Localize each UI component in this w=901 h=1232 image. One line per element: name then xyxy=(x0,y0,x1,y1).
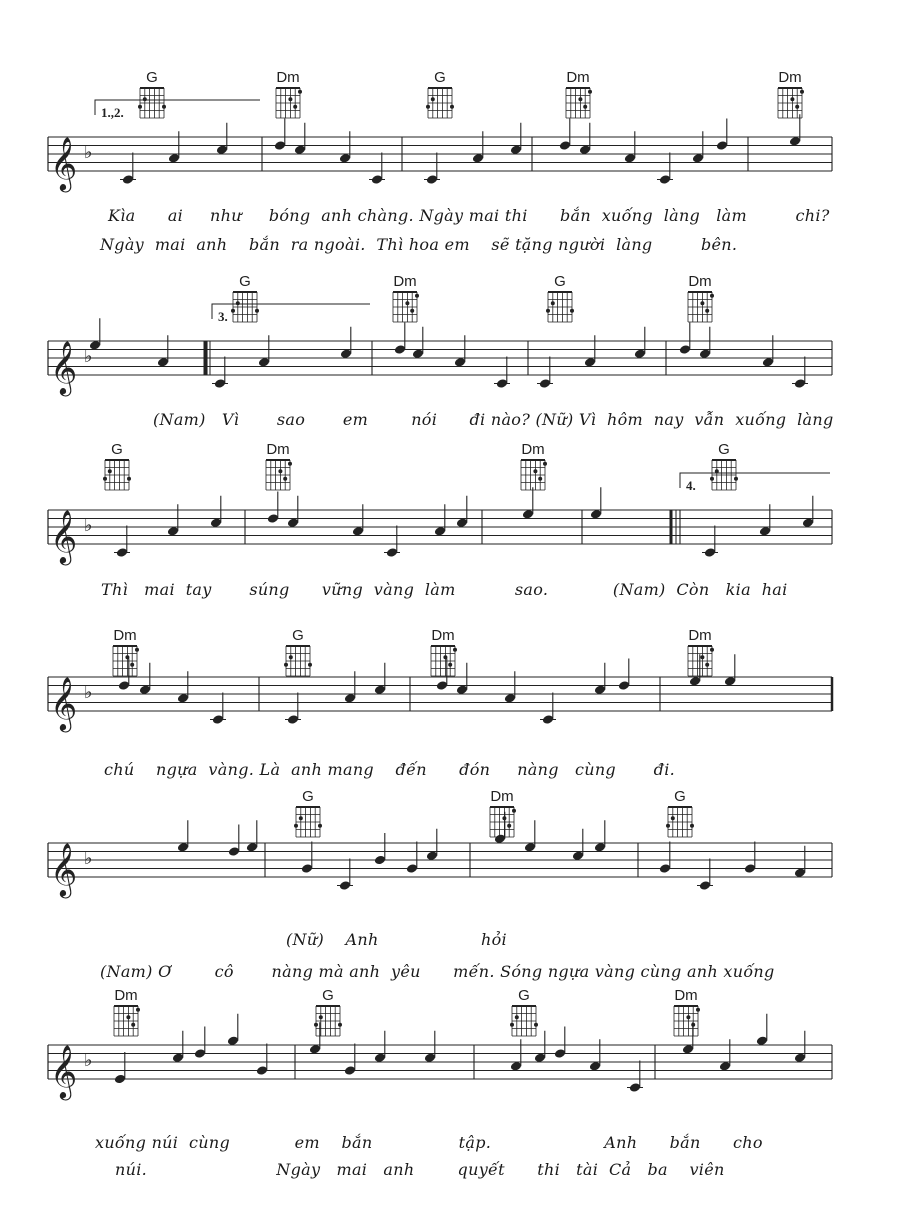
flat-sign-icon: ♭ xyxy=(84,1050,93,1071)
chord-name: G xyxy=(239,273,251,290)
flat-sign-icon: ♭ xyxy=(84,346,93,367)
treble-clef-icon: 𝄞 xyxy=(50,509,78,563)
chord-name: Dm xyxy=(266,441,290,458)
chord-name: Dm xyxy=(113,627,137,644)
chord-name: Dm xyxy=(521,441,545,458)
treble-clef-icon: 𝄞 xyxy=(50,676,78,730)
chord-name: Dm xyxy=(566,69,590,86)
chord-name: G xyxy=(554,273,566,290)
chord-name: Dm xyxy=(490,788,514,805)
chord-name: G xyxy=(111,441,123,458)
flat-sign-icon: ♭ xyxy=(84,682,93,703)
chord-name: G xyxy=(718,441,730,458)
lyric-r6-v2: núi. Ngày mai anh quyết thi tài Cả ba viên xyxy=(115,1160,725,1179)
flat-sign-icon: ♭ xyxy=(84,515,93,536)
volta-label: 4. xyxy=(686,478,696,493)
lyric-r6-v1: xuống núi cùng em bắn tập. Anh bắn cho xyxy=(95,1133,763,1152)
lyric-r5-v1: (Nữ) Anh hỏi xyxy=(286,930,507,949)
treble-clef-icon: 𝄞 xyxy=(50,842,78,896)
chord-name: Dm xyxy=(674,987,698,1004)
flat-sign-icon: ♭ xyxy=(84,848,93,869)
chord-name: G xyxy=(322,987,334,1004)
chord-name: Dm xyxy=(688,273,712,290)
lyric-r3-v1: Thì mai tay súng vững vàng làm sao. (Nam) Còn kia hai xyxy=(101,580,788,599)
chord-name: Dm xyxy=(431,627,455,644)
treble-clef-icon: 𝄞 xyxy=(50,340,78,394)
treble-clef-icon: 𝄞 xyxy=(50,1044,78,1098)
lyric-r1-v2: Ngày mai anh bắn ra ngoài. Thì hoa em sẽ tặng người làng bên. xyxy=(100,235,738,254)
flat-sign-icon: ♭ xyxy=(84,142,93,163)
chord-name: G xyxy=(292,627,304,644)
volta-label: 1.,2. xyxy=(101,105,124,120)
chord-name: G xyxy=(674,788,686,805)
chord-name: G xyxy=(518,987,530,1004)
volta-label: 3. xyxy=(218,309,228,324)
chord-name: Dm xyxy=(688,627,712,644)
chord-name: G xyxy=(434,69,446,86)
treble-clef-icon: 𝄞 xyxy=(50,136,78,190)
chord-name: Dm xyxy=(114,987,138,1004)
chord-name: Dm xyxy=(778,69,802,86)
lyric-r2-v1: (Nam) Vì sao em nói đi nào? (Nữ) Vì hôm nay vẫn xuống làng xyxy=(153,410,834,429)
lyric-r5-v2: (Nam) Ơ cô nàng mà anh yêu mến. Sóng ngựa vàng cùng anh xuống xyxy=(100,962,775,981)
lyric-r4-v1: chú ngựa vàng. Là anh mang đến đón nàng cùng đi. xyxy=(104,760,676,779)
lyric-r1-v1: Kìa ai như bóng anh chàng. Ngày mai thi bắn xuống làng làm chi? xyxy=(108,206,830,225)
chord-name: G xyxy=(302,788,314,805)
chord-name: Dm xyxy=(393,273,417,290)
chord-name: Dm xyxy=(276,69,300,86)
chord-name: G xyxy=(146,69,158,86)
